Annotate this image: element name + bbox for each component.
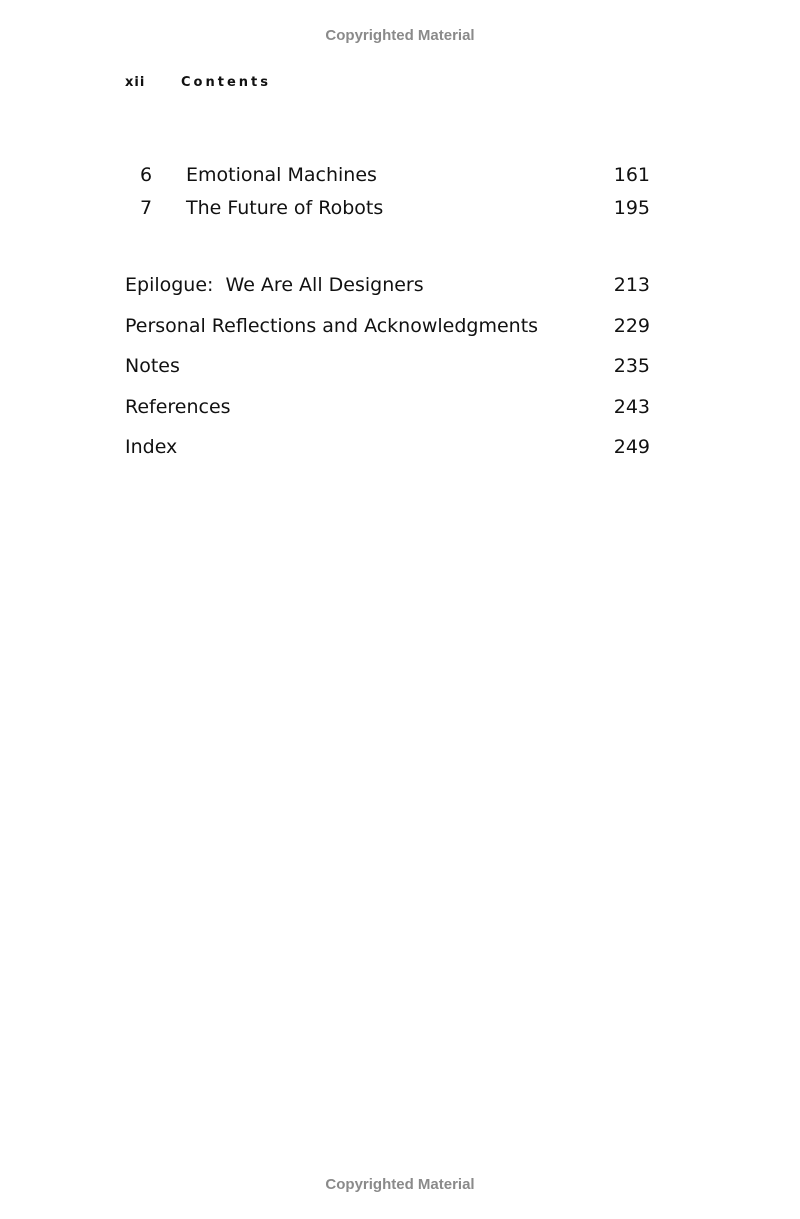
entry-title: Personal Reflections and Acknowledgments xyxy=(125,315,539,337)
toc-entry-references[interactable] xyxy=(125,394,650,420)
page-number: 161 xyxy=(613,164,650,186)
toc-entry-epilogue[interactable] xyxy=(125,272,650,298)
entry-title: References xyxy=(125,396,231,418)
toc-entry-chapter[interactable] xyxy=(125,162,650,188)
toc-entry-index[interactable] xyxy=(125,434,650,460)
running-head xyxy=(125,75,271,90)
chapter-title: Emotional Machines xyxy=(186,164,377,186)
running-head-title: Contents xyxy=(181,75,271,90)
toc-entry-chapter[interactable] xyxy=(125,195,650,221)
entry-title: Notes xyxy=(125,355,180,377)
toc-entry-acknowledgments[interactable] xyxy=(125,313,650,339)
chapter-title: The Future of Robots xyxy=(186,197,384,219)
copyright-watermark-bottom: Copyrighted Material xyxy=(325,1176,475,1193)
copyright-watermark-top: Copyrighted Material xyxy=(325,27,475,44)
page-number: 213 xyxy=(613,274,650,296)
page-number: 249 xyxy=(613,436,650,458)
page-number: 243 xyxy=(613,396,650,418)
entry-title: Epilogue: We Are All Designers xyxy=(125,274,424,296)
page-number: 195 xyxy=(613,197,650,219)
chapter-number: 7 xyxy=(140,197,153,219)
entry-title: Index xyxy=(125,436,178,458)
page-folio: xii xyxy=(125,75,146,90)
toc-entry-notes[interactable] xyxy=(125,353,650,379)
page-number: 235 xyxy=(613,355,650,377)
chapter-number: 6 xyxy=(140,164,153,186)
page-number: 229 xyxy=(613,315,650,337)
